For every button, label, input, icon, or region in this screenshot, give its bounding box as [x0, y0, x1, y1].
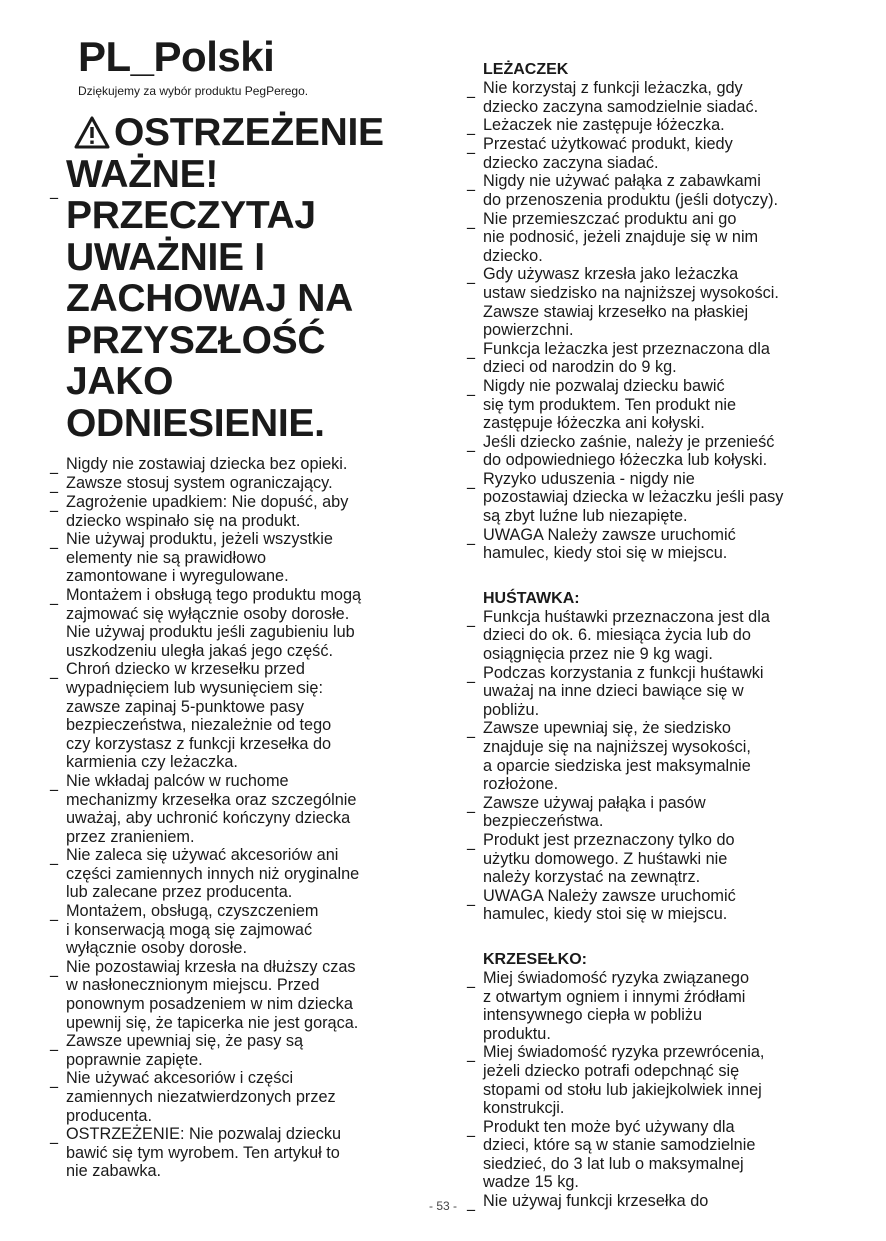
list-item [50, 660, 445, 772]
item-text-line: do odpowiedniego łóżeczka lub kołyski. [483, 451, 768, 470]
bullet-dash: _ [50, 902, 58, 922]
list-item [50, 958, 445, 1032]
item-text-line: wadze 15 kg. [483, 1173, 579, 1192]
list-item [50, 772, 445, 846]
section-0 [467, 60, 867, 563]
item-text-line: dziecko zaczyna samodzielnie siadać. [483, 97, 759, 116]
list-item [50, 493, 445, 530]
list-item [50, 902, 445, 958]
item-text-line: UWAGA Należy zawsze uruchomić [483, 525, 736, 544]
list-item [467, 1118, 867, 1192]
list-item [467, 79, 867, 116]
item-text-line: i konserwacją mogą się zajmować [66, 920, 313, 939]
item-text-line: do przenoszenia produktu (jeśli dotyczy). [483, 190, 779, 209]
item-text-line: Montażem i obsługą tego produktu mogą [66, 585, 362, 604]
list-item [467, 433, 867, 470]
item-text-line: dzieci od narodzin do 9 kg. [483, 358, 677, 377]
list-item [50, 1069, 445, 1125]
item-text-line: w nasłonecznionym miejscu. Przed [66, 976, 320, 995]
item-text-line: Produkt jest przeznaczony tylko do [483, 830, 735, 849]
item-text-line: nie podnosić, jeżeli znajduje się w nim [483, 228, 759, 247]
bullet-dash: _ [50, 474, 58, 493]
list-item [50, 1125, 445, 1181]
list-item [467, 887, 867, 924]
item-text-line: Funkcja huśtawki przeznaczona jest dla [483, 607, 770, 626]
page-title: PL_Polski [78, 33, 275, 80]
item-text-line: elementy nie są prawidłowo [66, 548, 267, 567]
item-text-line: Chroń dziecko w krzesełku przed [66, 660, 305, 679]
list-item [467, 210, 867, 266]
item-text-line: producenta. [66, 1106, 152, 1125]
item-text-line: UWAGA Należy zawsze uruchomić [483, 886, 736, 905]
list-item [467, 340, 867, 377]
item-text-line: stopami od stołu lub jakiejkolwiek innej [483, 1080, 762, 1099]
item-text-line: Ryzyko uduszenia - nigdy nie [483, 469, 695, 488]
bullet-dash: _ [467, 793, 475, 813]
item-text-line: uważaj na inne dzieci bawiące się w [483, 682, 744, 701]
item-text-line: Nie używaj produktu jeśli zagubieniu lub [66, 623, 355, 642]
bullet-dash: _ [467, 469, 475, 489]
item-text-line: OSTRZEŻENIE: Nie pozwalaj dziecku [66, 1125, 342, 1144]
bullet-dash: _ [50, 957, 58, 977]
list-item [467, 265, 867, 339]
item-text-line: Nie używaj funkcji krzesełka do [483, 1192, 709, 1211]
item-text-line: należy korzystać na zewnątrz. [483, 868, 701, 887]
list-item [50, 846, 445, 902]
section-2 [467, 950, 867, 1211]
list-item [50, 1032, 445, 1069]
list-item [50, 586, 445, 660]
function-sections [467, 60, 867, 1211]
bullet-dash: _ [50, 493, 58, 512]
bullet-dash: _ [467, 172, 475, 192]
bullet-dash: _ [467, 209, 475, 229]
item-text-line: pozostawiaj dziecka w leżaczku jeśli pasy [483, 488, 784, 507]
bullet-dash: _ [467, 1043, 475, 1063]
item-text-line: poprawnie zapięte. [66, 1050, 203, 1069]
list-item [467, 794, 867, 831]
list-item [50, 530, 445, 586]
bullet-dash: _ [50, 1069, 58, 1089]
item-text-line: hamulec, kiedy stoi się w miejscu. [483, 544, 728, 563]
bullet-dash: _ [50, 180, 58, 199]
item-text-line: siedzieć, do 3 lat lub o maksymalnej [483, 1154, 744, 1173]
bullet-dash: _ [50, 846, 58, 866]
warning-line: JAKO [66, 360, 174, 403]
item-text-line: pobliżu. [483, 700, 540, 719]
bullet-dash: _ [467, 1192, 475, 1212]
item-text-line: Zawsze stosuj system ograniczający. [66, 474, 333, 492]
item-text-line: konstrukcji. [483, 1099, 565, 1118]
warning-line: UWAŻNIE I [66, 235, 265, 279]
item-text-line: rozłożone. [483, 775, 559, 794]
item-text-line: dzieci do ok. 6. miesiąca życia lub do [483, 626, 751, 645]
bullet-dash: _ [467, 432, 475, 452]
item-text-line: się tym produktem. Ten produkt nie [483, 395, 737, 414]
item-text-line: bezpieczeństwa. [483, 812, 604, 831]
bullet-dash: _ [50, 1125, 58, 1145]
item-text-line: Nigdy nie używać pałąka z zabawkami [483, 172, 761, 191]
bullet-dash: _ [467, 525, 475, 545]
item-text-line: Zagrożenie upadkiem: Nie dopuść, aby [66, 493, 349, 511]
item-text-line: dzieci, które są w stanie samodzielnie [483, 1136, 756, 1155]
item-text-line: Funkcja leżaczka jest przeznaczona dla [483, 339, 770, 358]
bullet-dash: _ [467, 376, 475, 396]
item-text-line: Leżaczek nie zastępuje łóżeczka. [483, 116, 725, 135]
bullet-dash: _ [467, 886, 475, 906]
bullet-dash: _ [467, 968, 475, 988]
item-text-line: intensywnego ciepła w pobliżu [483, 1006, 703, 1025]
item-text-line: zamontowane i wyregulowane. [66, 567, 289, 586]
warning-line: PRZYSZŁOŚĆ [66, 318, 326, 362]
item-text-line: Nie przemieszczać produktu ani go [483, 209, 737, 228]
list-item [50, 455, 445, 474]
item-text-line: Zawsze upewniaj się, że pasy są [66, 1032, 304, 1051]
item-text-line: dziecko wspinało się na produkt. [66, 511, 301, 530]
bullet-dash: _ [467, 607, 475, 627]
item-text-line: ponownym posadzeniem w nim dziecka [66, 995, 353, 1014]
item-text-line: części zamiennych innych niż oryginalne [66, 864, 360, 883]
item-text-line: a oparcie siedziska jest maksymalnie [483, 756, 751, 775]
item-text-line: Nigdy nie pozwalaj dziecku bawić [483, 376, 725, 395]
bullet-dash: _ [467, 830, 475, 850]
warning-line: PRZECZYTAJ [66, 194, 316, 237]
list-item [467, 664, 867, 720]
page-number: - 53 - [428, 1199, 457, 1213]
item-text-line: znajduje się na najniższej wysokości, [483, 738, 751, 756]
bullet-dash: _ [50, 1032, 58, 1052]
item-text-line: jeżeli dziecko potrafi odepchnąć się [483, 1061, 740, 1080]
item-text-line: lub zalecane przez producenta. [66, 883, 293, 902]
section-title: HUŚTAWKA: [483, 589, 580, 607]
item-text-line: Podczas korzystania z funkcji huśtawki [483, 663, 764, 682]
bullet-dash: _ [50, 771, 58, 791]
item-text-line: z otwartym ogniem i innymi źródłami [483, 987, 746, 1006]
item-text-line: Nie używaj produktu, jeżeli wszystkie [66, 530, 333, 549]
item-text-line: uważaj, aby uchronić kończyny dziecka [66, 809, 351, 828]
item-text-line: wypadnięciem lub wysunięciem się: [66, 678, 323, 697]
list-item [50, 474, 445, 493]
item-text-line: Nie pozostawiaj krzesła na dłuższy czas [66, 957, 356, 976]
list-item [467, 116, 867, 135]
item-text-line: karmienia czy leżaczka. [66, 753, 238, 772]
item-text-line: nie zabawka. [66, 1162, 162, 1181]
warning-line: OSTRZEŻENIE [114, 111, 384, 154]
section-1 [467, 589, 867, 924]
item-text-line: zamiennych niezatwierdzonych przez [66, 1088, 336, 1106]
item-text-line: Miej świadomość ryzyka przewrócenia, [483, 1043, 765, 1062]
general-warnings-list [50, 455, 445, 1181]
item-text-line: zastępuje łóżeczka ani kołyski. [483, 414, 705, 433]
warning-line: ODNIESIENIE. [66, 401, 325, 445]
item-text-line: uszkodzeniu uległa jakaś jego część. [66, 641, 333, 660]
item-text-line: zawsze zapinaj 5-punktowe pasy [66, 697, 305, 716]
list-item [467, 172, 867, 209]
list-item [467, 377, 867, 433]
section-title: LEŻACZEK [483, 61, 569, 78]
item-text-line: Zawsze stawiaj krzesełko na płaskiej [483, 302, 749, 321]
warning-block [50, 112, 450, 444]
item-text-line: Nie wkładaj palców w ruchome [66, 771, 289, 790]
item-text-line: Jeśli dziecko zaśnie, należy je przenieść [483, 432, 775, 451]
item-text-line: ustaw siedzisko na najniższej wysokości. [483, 283, 779, 302]
list-item [467, 526, 867, 563]
item-text-line: są zbyt luźne lub niezapięte. [483, 507, 688, 526]
list-item [467, 969, 867, 1043]
list-item [467, 470, 867, 526]
item-text-line: Gdy używasz krzesła jako leżaczka [483, 265, 739, 284]
bullet-dash: _ [467, 116, 475, 136]
bullet-dash: _ [467, 1117, 475, 1137]
item-text-line: wyłącznie osoby dorosłe. [66, 939, 247, 958]
bullet-dash: _ [50, 530, 58, 550]
item-text-line: Produkt ten może być używany dla [483, 1117, 735, 1136]
item-text-line: Montażem, obsługą, czyszczeniem [66, 902, 319, 921]
item-text-line: przez zranieniem. [66, 827, 195, 846]
bullet-dash: _ [50, 660, 58, 680]
item-text-line: osiągnięcia przez nie 9 kg wagi. [483, 645, 713, 664]
item-text-line: użytku domowego. Z huśtawki nie [483, 849, 728, 868]
bullet-dash: _ [467, 663, 475, 683]
item-text-line: Nie korzystaj z funkcji leżaczka, gdy [483, 79, 743, 97]
bullet-dash: _ [467, 79, 475, 98]
list-item [467, 608, 867, 664]
item-text-line: mechanizmy krzesełka oraz szczególnie [66, 790, 357, 809]
item-text-line: Nie zaleca się używać akcesoriów ani [66, 846, 339, 865]
item-text-line: produktu. [483, 1024, 551, 1043]
item-text-line: Nigdy nie zostawiaj dziecka bez opieki. [66, 455, 348, 473]
bullet-dash: _ [467, 719, 475, 739]
bullet-dash: _ [50, 455, 58, 474]
item-text-line: bawić się tym wyrobem. Ten artykuł to [66, 1143, 340, 1162]
list-item [467, 719, 867, 793]
item-text-line: powierzchni. [483, 321, 574, 340]
item-text-line: zajmować się wyłącznie osoby dorosłe. [66, 604, 350, 623]
bullet-dash: _ [50, 585, 58, 605]
bullet-dash: _ [467, 135, 475, 155]
item-text-line: dziecko. [483, 246, 543, 265]
item-text-line: czy korzystasz z funkcji krzesełka do [66, 734, 332, 753]
item-text-line: Miej świadomość ryzyka związanego [483, 968, 750, 987]
page-subtitle: Dziękujemy za wybór produktu PegPerego. [78, 84, 309, 98]
list-item [467, 1043, 867, 1117]
item-text-line: bezpieczeństwa, niezależnie od tego [66, 716, 332, 735]
bullet-dash: _ [467, 265, 475, 285]
list-item [467, 135, 867, 172]
item-text-line: Zawsze upewniaj się, że siedzisko [483, 719, 731, 738]
item-text-line: Zawsze używaj pałąka i pasów [483, 793, 706, 812]
warning-triangle-icon [74, 115, 110, 151]
bullet-dash: _ [467, 339, 475, 359]
warning-line: ZACHOWAJ NA [66, 277, 354, 320]
item-text-line: dziecko zaczyna siadać. [483, 153, 659, 172]
warning-line: WAŻNE! [66, 152, 219, 196]
item-text-line: Nie używać akcesoriów i części [66, 1069, 294, 1088]
list-item [467, 831, 867, 887]
item-text-line: hamulec, kiedy stoi się w miejscu. [483, 905, 728, 924]
section-title: KRZESEŁKO: [483, 950, 587, 968]
item-text-line: Przestać użytkować produkt, kiedy [483, 135, 733, 154]
item-text-line: upewnij się, że tapicerka nie jest gorąca. [66, 1013, 359, 1032]
